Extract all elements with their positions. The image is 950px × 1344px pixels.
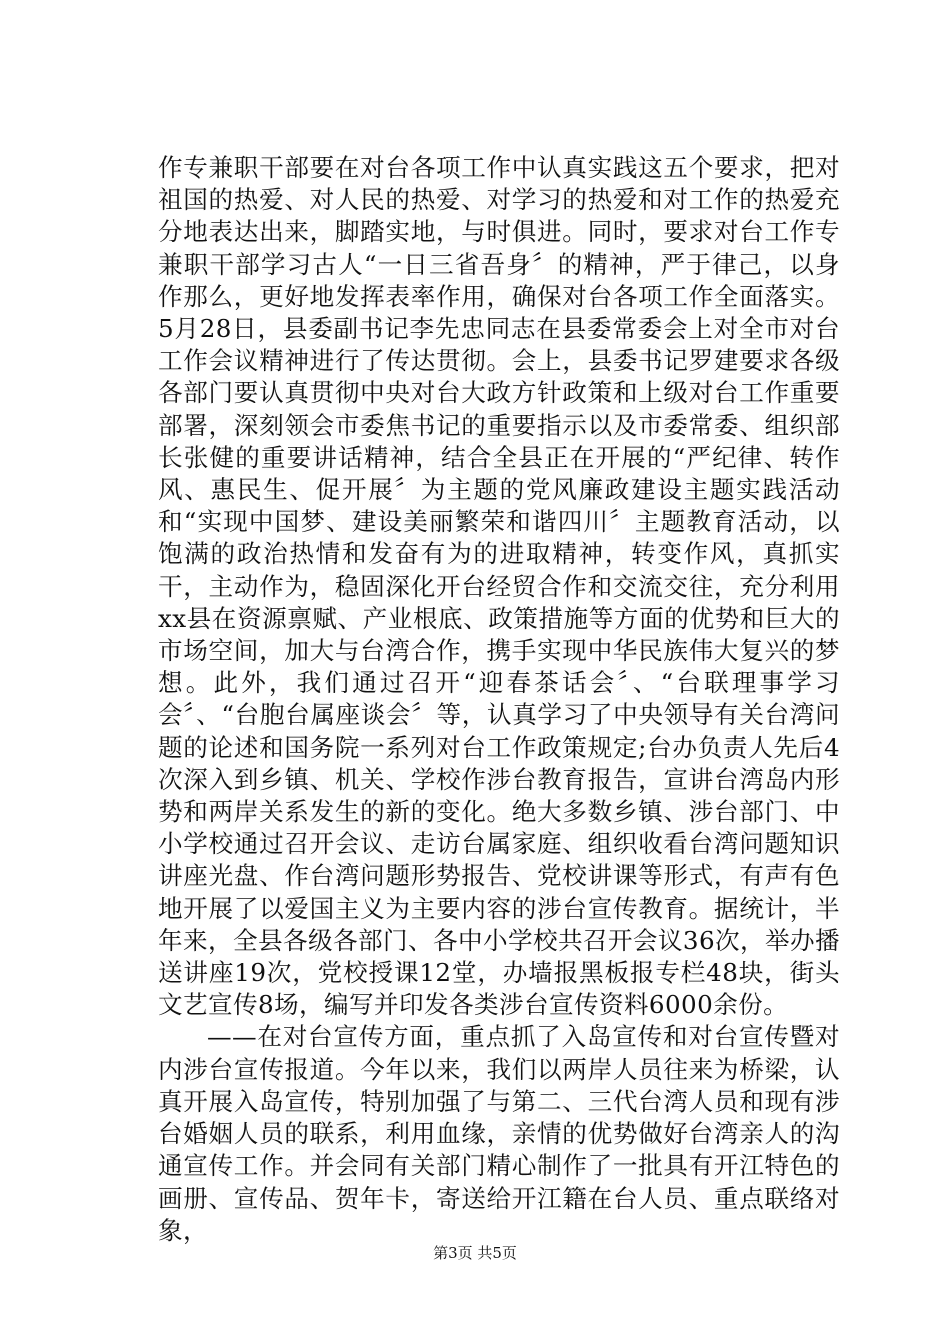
page-number-footer: 第3页 共5页 xyxy=(433,1244,517,1262)
body-paragraph-1: 作专兼职干部要在对台各项工作中认真实践这五个要求，把对祖国的热爱、对人民的热爱、对学习的热爱和对工作的热爱充分地表达出来，脚踏实地，与时俱进。同时，要求对台工作专兼职干部学习古人“一日三省吾身〞的精神，严于律己，以身作那么，更好地发挥表率作用，确保对台各项工作全面落实。5月28日，县委副书记李先忠同志在县委常委会上对全市对台工作会议精神进行了传达贯彻。会上，县委书记罗建要求各级各部门要认真贯彻中央对台大政方针政策和上级对台工作重要部署，深刻领会市委焦书记的重要指示以及市委常委、组织部长张健的重要讲话精神，结合全县正在开展的“严纪律、转作风、惠民生、促开展〞为主题的党风廉政建设主题实践活动和“实现中国梦、建设美丽繁荣和谐四川〞主题教育活动，以饱满的政治热情和发奋有为的进取精神，转变作风，真抓实干，主动作为，稳固深化开台经贸合作和交流交往，充分利用xx县在资源禀赋、产业根底、政策措施等方面的优势和巨大的市场空间，加大与台湾合作，携手实现中华民族伟大复兴的梦想。此外，我们通过召开“迎春茶话会〞、“台联理事学习会〞、“台胞台属座谈会〞等，认真学习了中央领导有关台湾问题的论述和国务院一系列对台工作政策规定;台办负责人先后4次深入到乡镇、机关、学校作涉台教育报告，宣讲台湾岛内形势和两岸关系发生的新的变化。绝大多数乡镇、涉台部门、中小学校通过召开会议、走访台属家庭、组织收看台湾问题知识讲座光盘、作台湾问题形势报告、党校讲课等形式，有声有色地开展了以爱国主义为主要内容的涉台宣传教育。据统计，半年来，全县各级各部门、各中小学校共召开会议36次，举办播送讲座19次，党校授课12堂，办墙报黑板报专栏48块，街头文艺宣传8场，编写并印发各类涉台宣传资料6000余份。 xyxy=(158,153,840,1020)
document-body xyxy=(158,152,840,1247)
body-paragraph-2: ——在对台宣传方面，重点抓了入岛宣传和对台宣传暨对内涉台宣传报道。今年以来，我们以两岸人员往来为桥梁，认真开展入岛宣传，特别加强了与第二、三代台湾人员和现有涉台婚姻人员的联系，利用血缘，亲情的优势做好台湾亲人的沟通宣传工作。并会同有关部门精心制作了一批具有开江特色的画册、宣传品、贺年卡，寄送给开江籍在台人员、重点联络对象， xyxy=(158,1022,840,1245)
